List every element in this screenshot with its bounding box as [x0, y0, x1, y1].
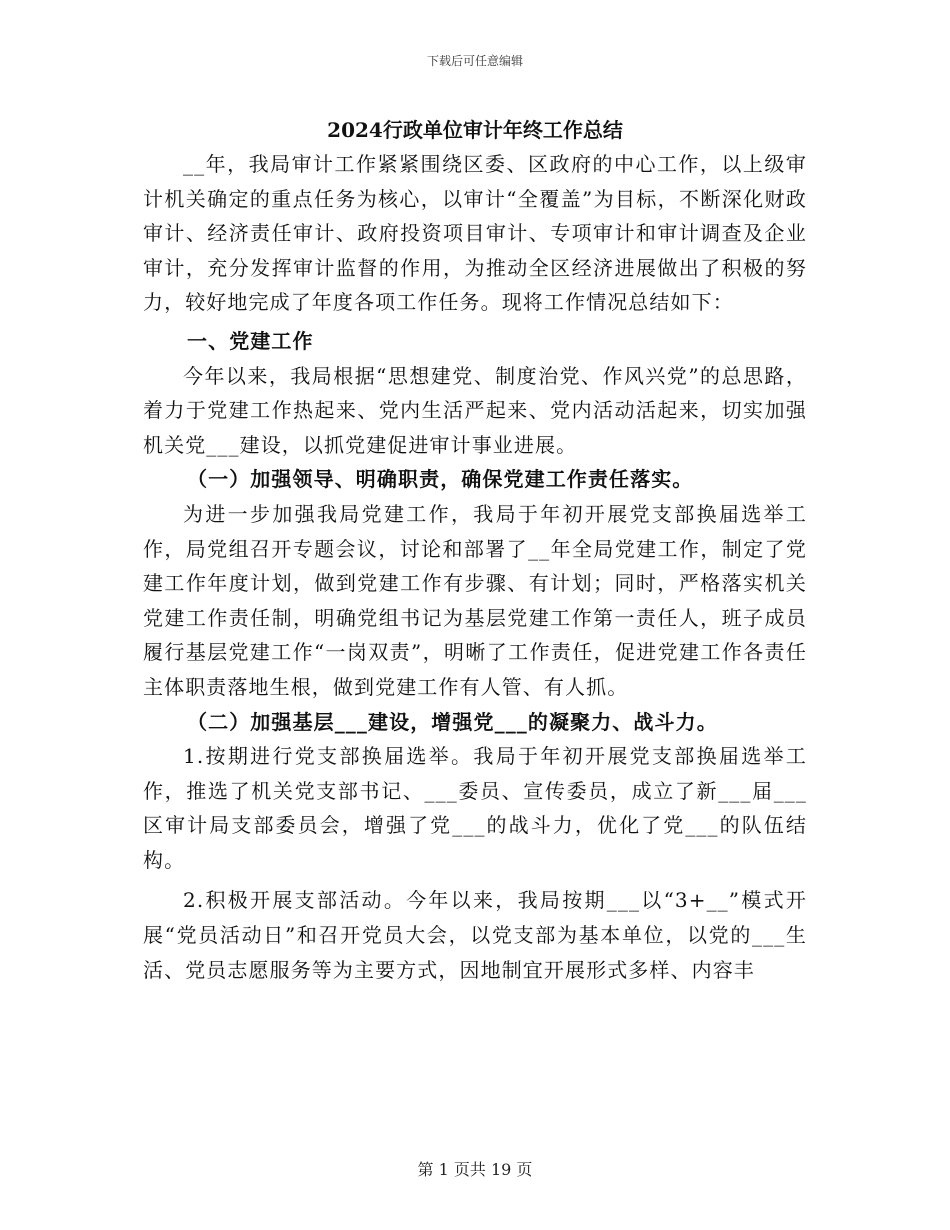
subsection-paragraph-1: 为进一步加强我局党建工作，我局于年初开展党支部换届选举工作，局党组召开专题会议，讨论和部署了__年全局党建工作，制定了党建工作年度计划，做到党建工作有步骤、有计划；同时，严格落实机关党建工作责任制，明确党组书记为基层党建工作第一责任人，班子成员履行基层党建工作“一岗双责”，明晰了工作责任，促进党建工作各责任主体职责落地生根，做到党建工作有人管、有人抓。 — [143, 501, 807, 699]
list-item-activities: 2.积极开展支部活动。今年以来，我局按期___以“3+__”模式开展“党员活动日”和召开党员大会，以党支部为基本单位，以党的___生活、党员志愿服务等为主要方式，因地制宜开展形式多样、内容丰 — [143, 888, 807, 982]
page-header: 下载后可任意编辑 — [426, 54, 523, 68]
document-body — [143, 147, 807, 987]
intro-paragraph: __年，我局审计工作紧紧围绕区委、区政府的中心工作，以上级审计机关确定的重点任务为核心，以审计“全覆盖”为目标，不断深化财政审计、经济责任审计、政府投资项目审计、专项审计和审计调查及企业审计，充分发挥审计监督的作用，为推动全区经济进展做出了积极的努力，较好地完成了年度各项工作任务。现将工作情况总结如下： — [143, 152, 807, 315]
list-item-election: 1.按期进行党支部换届选举。我局于年初开展党支部换届选举工作，推选了机关党支部书记、___委员、宣传委员，成立了新___届___区审计局支部委员会，增强了党___的战斗力，优化了党___的队伍结构。 — [143, 744, 807, 872]
subsection-heading-1: （一）加强领导、明确职责，确保党建工作责任落实。 — [187, 467, 694, 492]
document-title: 2024行政单位审计年终工作总结 — [327, 118, 623, 142]
subsection-heading-2: （二）加强基层___建设，增强党___的凝聚力、战斗力。 — [187, 709, 718, 734]
page-footer: 第 1 页共 19 页 — [417, 1160, 533, 1179]
section-paragraph-party-building: 今年以来，我局根据“思想建党、制度治党、作风兴党”的总思路，着力于党建工作热起来、党内生活严起来、党内活动活起来，切实加强机关党___建设，以抓党建促进审计事业进展。 — [143, 363, 807, 457]
section-heading-party-building: 一、党建工作 — [187, 328, 314, 353]
